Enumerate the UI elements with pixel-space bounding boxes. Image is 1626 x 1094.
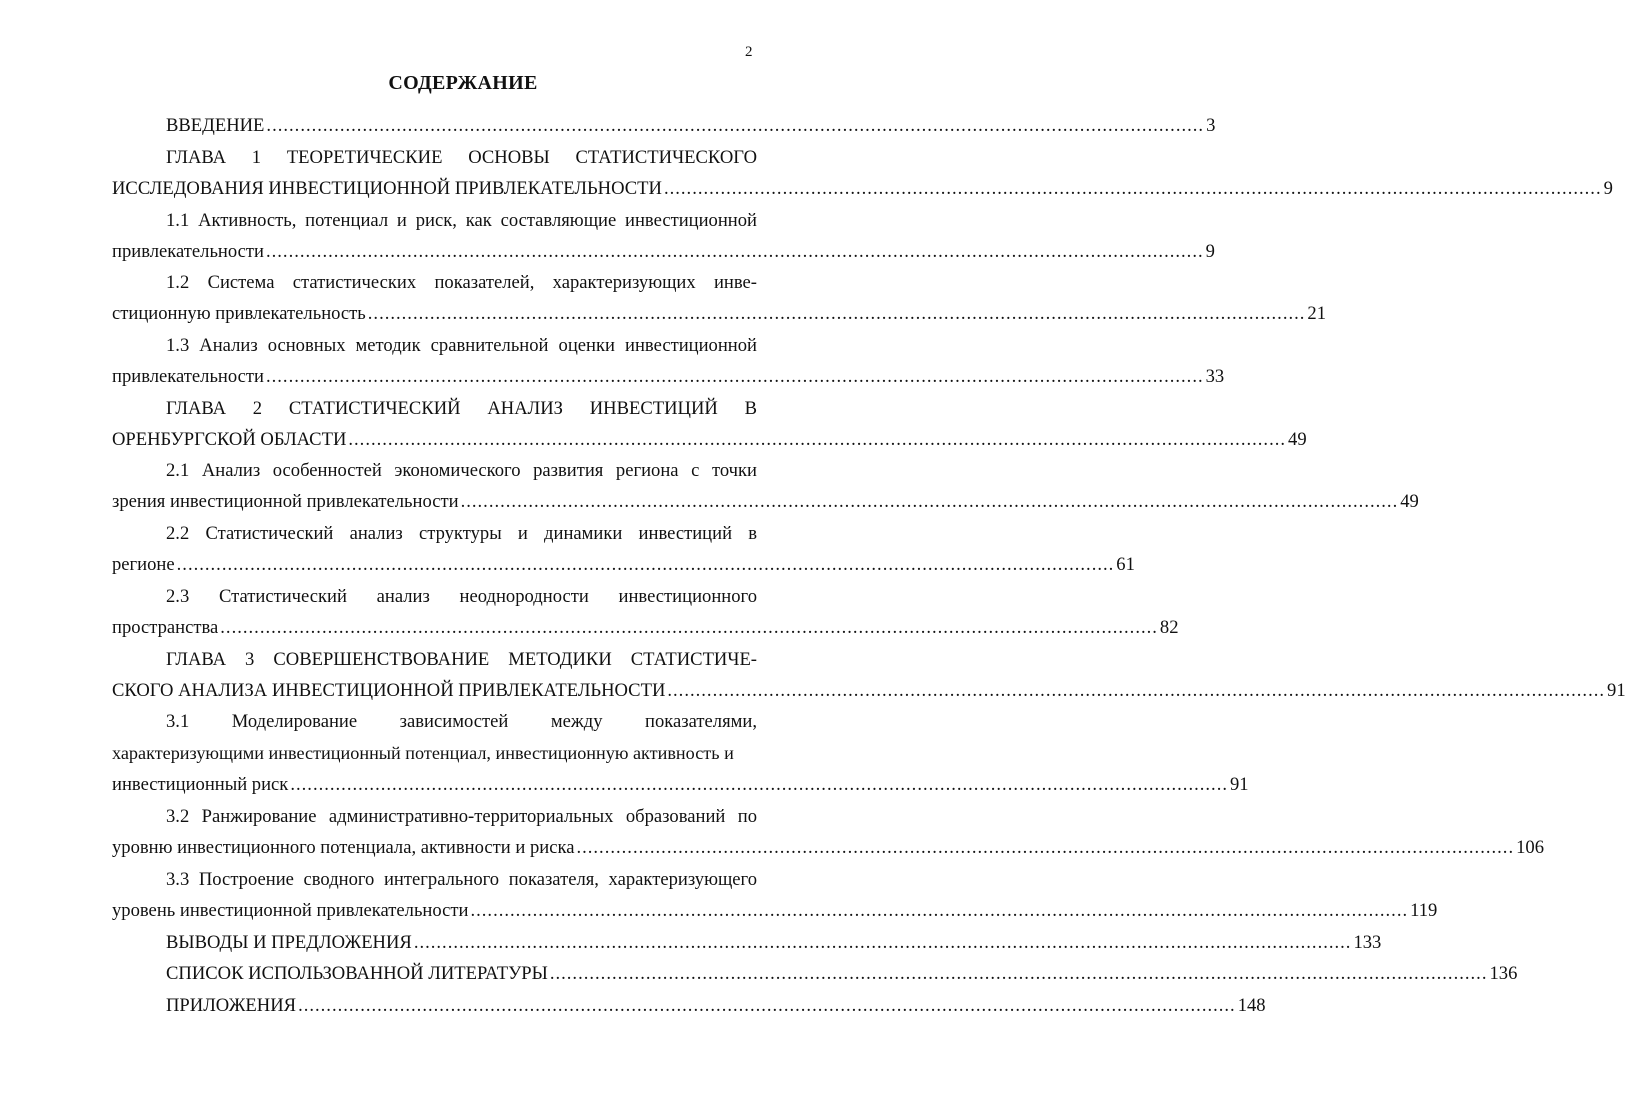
toc-leader: ...................................................................................................................................................................... [549,963,1488,984]
toc-entry-text: стиционную привлекательность [112,303,366,324]
toc-entry-1-3 [112,363,1225,391]
toc-leader: ...................................................................................................................................................................... [413,932,1352,953]
toc-page-number: 21 [1307,303,1326,324]
toc-page-number: 49 [1400,491,1419,512]
toc-leader: ...................................................................................................................................................................... [266,115,1205,136]
toc-page-number: 61 [1116,554,1135,575]
toc-entry-text: уровню инвестиционного потенциала, активности и риска [112,837,575,858]
toc-entry-3-1-line-1: 3.1 Моделирование зависимостей между показателями, [166,711,757,732]
toc-entry-conclusions [166,929,1382,957]
toc-entry-chapter-3-line-1: ГЛАВА 3 СОВЕРШЕНСТВОВАНИЕ МЕТОДИКИ СТАТИСТИЧЕ- [166,649,757,670]
toc-entry-2-2-line-1: 2.2 Статистический анализ структуры и динамики инвестиций в [166,523,757,544]
toc-entry-text: пространства [112,617,219,638]
toc-leader: ...................................................................................................................................................................... [298,995,1236,1016]
toc-entry-text: инвестиционный риск [112,774,289,795]
toc-leader: ...................................................................................................................................................................... [265,366,1204,387]
toc-entry-text: зрения инвестиционной привлекательности [112,491,459,512]
toc-leader: ...................................................................................................................................................................... [663,178,1602,199]
toc-entry-text: ПРИЛОЖЕНИЯ [166,995,297,1016]
toc-page-number: 91 [1229,774,1249,795]
toc-page-number: 82 [1159,617,1179,638]
page-number: 2 [745,44,753,60]
toc-entry-3-2 [112,834,1544,862]
toc-leader: ...................................................................................................................................................................... [667,680,1606,701]
toc-leader: ...................................................................................................................................................................... [265,241,1204,262]
toc-entry-3-2-line-1: 3.2 Ранжирование административно-территориальных образований по [166,806,757,827]
toc-entry-3-1-line-2: характеризующими инвестиционный потенциал, инвестиционную активность и [112,743,734,763]
toc-entry-1-1 [112,238,1215,266]
toc-entry-2-1-line-1: 2.1 Анализ особенностей экономического развития региона с точки [166,460,757,481]
toc-entry-2-2 [112,551,1135,579]
toc-entry-1-3-line-1: 1.3 Анализ основных методик сравнительной оценки инвестиционной [166,335,757,356]
toc-page-number: 119 [1410,900,1438,921]
toc-page-number: 49 [1288,429,1307,450]
toc-entry-text: СПИСОК ИСПОЛЬЗОВАННОЙ ЛИТЕРАТУРЫ [166,963,548,984]
toc-entry-text: ОРЕНБУРГСКОЙ ОБЛАСТИ [112,429,347,450]
toc-entry-text: регионе [112,554,175,575]
page-title: СОДЕРЖАНИЕ [388,72,538,94]
toc-leader: ...................................................................................................................................................................... [176,554,1115,575]
toc-entry-intro [166,112,1216,140]
toc-page-number: 33 [1205,366,1225,387]
toc-page-number: 133 [1353,932,1382,953]
toc-entry-chapter-2 [112,426,1307,454]
toc-entry-text: ВЫВОДЫ И ПРЕДЛОЖЕНИЯ [166,932,412,953]
toc-entry-1-2 [112,300,1326,328]
toc-entry-chapter-1-line-1: ГЛАВА 1 ТЕОРЕТИЧЕСКИЕ ОСНОВЫ СТАТИСТИЧЕСКОГО [166,147,757,168]
toc-page-number: 106 [1516,837,1544,858]
toc-leader: ...................................................................................................................................................................... [290,774,1228,795]
toc-leader: ...................................................................................................................................................................... [367,303,1306,324]
toc-page-number: 3 [1206,115,1216,136]
toc-page-number: 91 [1607,680,1626,701]
toc-entry-2-1 [112,488,1419,516]
toc-entry-text: СКОГО АНАЛИЗА ИНВЕСТИЦИОННОЙ ПРИВЛЕКАТЕЛЬНОСТИ [112,680,666,701]
toc-entry-references [166,960,1518,988]
toc-page-number: 9 [1205,241,1215,262]
toc-entry-text: ВВЕДЕНИЕ [166,115,265,136]
toc-leader: ...................................................................................................................................................................... [576,837,1515,858]
toc-entry-1-2-line-1: 1.2 Система статистических показателей, характеризующих инве- [166,272,757,293]
toc-entry-appendix [166,992,1266,1020]
toc-entry-3-3-line-1: 3.3 Построение сводного интегрального показателя, характеризующего [166,869,757,890]
toc-page-number: 136 [1489,963,1518,984]
toc-leader: ...................................................................................................................................................................... [470,900,1409,921]
toc-leader: ...................................................................................................................................................................... [460,491,1399,512]
toc-leader: ...................................................................................................................................................................... [220,617,1158,638]
toc-entry-2-3-line-1: 2.3 Статистический анализ неоднородности инвестиционного [166,586,757,607]
toc-entry-3-3 [112,897,1438,925]
toc-page-number: 148 [1237,995,1266,1016]
toc-entry-text: привлекательности [112,366,264,387]
toc-entry-1-1-line-1: 1.1 Активность, потенциал и риск, как составляющие инвестиционной [166,210,757,231]
toc-page-number: 9 [1603,178,1613,199]
toc-entry-chapter-3 [112,677,1626,705]
toc-entry-chapter-2-line-1: ГЛАВА 2 СТАТИСТИЧЕСКИЙ АНАЛИЗ ИНВЕСТИЦИЙ В [166,398,757,419]
toc-entry-2-3 [112,614,1179,642]
toc-leader: ...................................................................................................................................................................... [348,429,1287,450]
toc-entry-chapter-1 [112,175,1613,203]
toc-entry-text: уровень инвестиционной привлекательности [112,900,469,921]
toc-entry-text: ИССЛЕДОВАНИЯ ИНВЕСТИЦИОННОЙ ПРИВЛЕКАТЕЛЬНОСТИ [112,178,662,199]
toc-entry-text: привлекательности [112,241,264,262]
toc-entry-3-1 [112,771,1249,799]
